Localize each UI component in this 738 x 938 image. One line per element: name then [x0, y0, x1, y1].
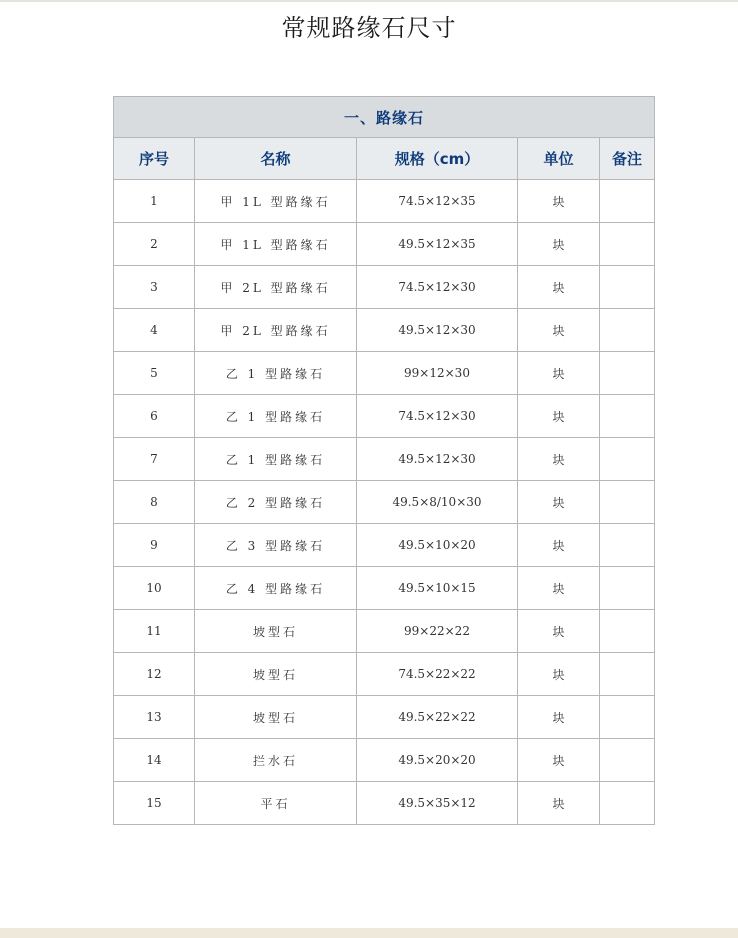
row-name-cell: 乙 1 型路缘石: [195, 438, 357, 481]
row-spec-cell: 49.5×12×30: [357, 438, 518, 481]
header-index: 序号: [114, 138, 195, 180]
row-remark-cell: [600, 309, 655, 352]
table-row: [114, 524, 655, 567]
row-remark-cell: [600, 524, 655, 567]
top-divider: [0, 0, 738, 2]
row-index-cell: 11: [114, 610, 195, 653]
row-spec-cell: 74.5×12×30: [357, 395, 518, 438]
table-row: [114, 782, 655, 825]
table-body: [114, 180, 655, 825]
header-remark: 备注: [600, 138, 655, 180]
row-spec-cell: 74.5×22×22: [357, 653, 518, 696]
row-unit-cell: 块: [518, 223, 600, 266]
row-unit-cell: 块: [518, 739, 600, 782]
row-unit-cell: 块: [518, 180, 600, 223]
row-name-cell: 甲 2L 型路缘石: [195, 266, 357, 309]
row-remark-cell: [600, 696, 655, 739]
row-spec-cell: 49.5×8/10×30: [357, 481, 518, 524]
row-index-cell: 5: [114, 352, 195, 395]
row-name-cell: 甲 1L 型路缘石: [195, 223, 357, 266]
table-row: [114, 481, 655, 524]
row-unit-cell: 块: [518, 481, 600, 524]
table-row: [114, 352, 655, 395]
header-unit: 单位: [518, 138, 600, 180]
table-row: [114, 266, 655, 309]
row-remark-cell: [600, 438, 655, 481]
row-name-cell: 乙 4 型路缘石: [195, 567, 357, 610]
row-index-cell: 15: [114, 782, 195, 825]
row-spec-cell: 49.5×12×35: [357, 223, 518, 266]
bottom-band: [0, 928, 738, 938]
row-index-cell: 3: [114, 266, 195, 309]
header-spec: 规格（cm）: [357, 138, 518, 180]
row-remark-cell: [600, 180, 655, 223]
row-spec-cell: 74.5×12×30: [357, 266, 518, 309]
row-spec-cell: 49.5×12×30: [357, 309, 518, 352]
row-unit-cell: 块: [518, 653, 600, 696]
row-spec-cell: 49.5×35×12: [357, 782, 518, 825]
row-unit-cell: 块: [518, 395, 600, 438]
row-remark-cell: [600, 266, 655, 309]
row-name-cell: 甲 2L 型路缘石: [195, 309, 357, 352]
row-remark-cell: [600, 739, 655, 782]
table-row: [114, 180, 655, 223]
row-index-cell: 9: [114, 524, 195, 567]
row-unit-cell: 块: [518, 610, 600, 653]
table-row: [114, 567, 655, 610]
row-index-cell: 2: [114, 223, 195, 266]
row-unit-cell: 块: [518, 309, 600, 352]
row-name-cell: 甲 1L 型路缘石: [195, 180, 357, 223]
row-spec-cell: 49.5×20×20: [357, 739, 518, 782]
row-remark-cell: [600, 481, 655, 524]
row-name-cell: 平石: [195, 782, 357, 825]
row-spec-cell: 49.5×22×22: [357, 696, 518, 739]
table-row: [114, 610, 655, 653]
table-row: [114, 309, 655, 352]
row-remark-cell: [600, 610, 655, 653]
header-name: 名称: [195, 138, 357, 180]
row-remark-cell: [600, 653, 655, 696]
row-name-cell: 坡型石: [195, 610, 357, 653]
row-unit-cell: 块: [518, 567, 600, 610]
row-remark-cell: [600, 395, 655, 438]
row-unit-cell: 块: [518, 266, 600, 309]
row-name-cell: 乙 1 型路缘石: [195, 395, 357, 438]
row-index-cell: 4: [114, 309, 195, 352]
row-unit-cell: 块: [518, 696, 600, 739]
row-index-cell: 12: [114, 653, 195, 696]
row-spec-cell: 49.5×10×20: [357, 524, 518, 567]
row-unit-cell: 块: [518, 352, 600, 395]
table-row: [114, 653, 655, 696]
row-remark-cell: [600, 782, 655, 825]
row-spec-cell: 74.5×12×35: [357, 180, 518, 223]
row-unit-cell: 块: [518, 782, 600, 825]
table-row: [114, 438, 655, 481]
row-name-cell: 坡型石: [195, 696, 357, 739]
row-index-cell: 1: [114, 180, 195, 223]
table-row: [114, 739, 655, 782]
row-remark-cell: [600, 223, 655, 266]
row-spec-cell: 99×22×22: [357, 610, 518, 653]
row-name-cell: 乙 1 型路缘石: [195, 352, 357, 395]
row-index-cell: 14: [114, 739, 195, 782]
row-name-cell: 拦水石: [195, 739, 357, 782]
section-title-row: [114, 97, 655, 138]
row-name-cell: 乙 2 型路缘石: [195, 481, 357, 524]
row-index-cell: 6: [114, 395, 195, 438]
section-title: 一、路缘石: [114, 97, 655, 138]
table-row: [114, 696, 655, 739]
curb-stone-table-container: [113, 96, 654, 825]
curb-stone-table: [113, 96, 655, 825]
header-row: [114, 138, 655, 180]
page-title: 常规路缘石尺寸: [281, 14, 457, 42]
row-index-cell: 10: [114, 567, 195, 610]
row-name-cell: 乙 3 型路缘石: [195, 524, 357, 567]
row-spec-cell: 49.5×10×15: [357, 567, 518, 610]
table-row: [114, 395, 655, 438]
row-index-cell: 13: [114, 696, 195, 739]
row-index-cell: 7: [114, 438, 195, 481]
row-unit-cell: 块: [518, 438, 600, 481]
row-spec-cell: 99×12×30: [357, 352, 518, 395]
row-remark-cell: [600, 567, 655, 610]
row-unit-cell: 块: [518, 524, 600, 567]
table-row: [114, 223, 655, 266]
row-index-cell: 8: [114, 481, 195, 524]
row-name-cell: 坡型石: [195, 653, 357, 696]
row-remark-cell: [600, 352, 655, 395]
